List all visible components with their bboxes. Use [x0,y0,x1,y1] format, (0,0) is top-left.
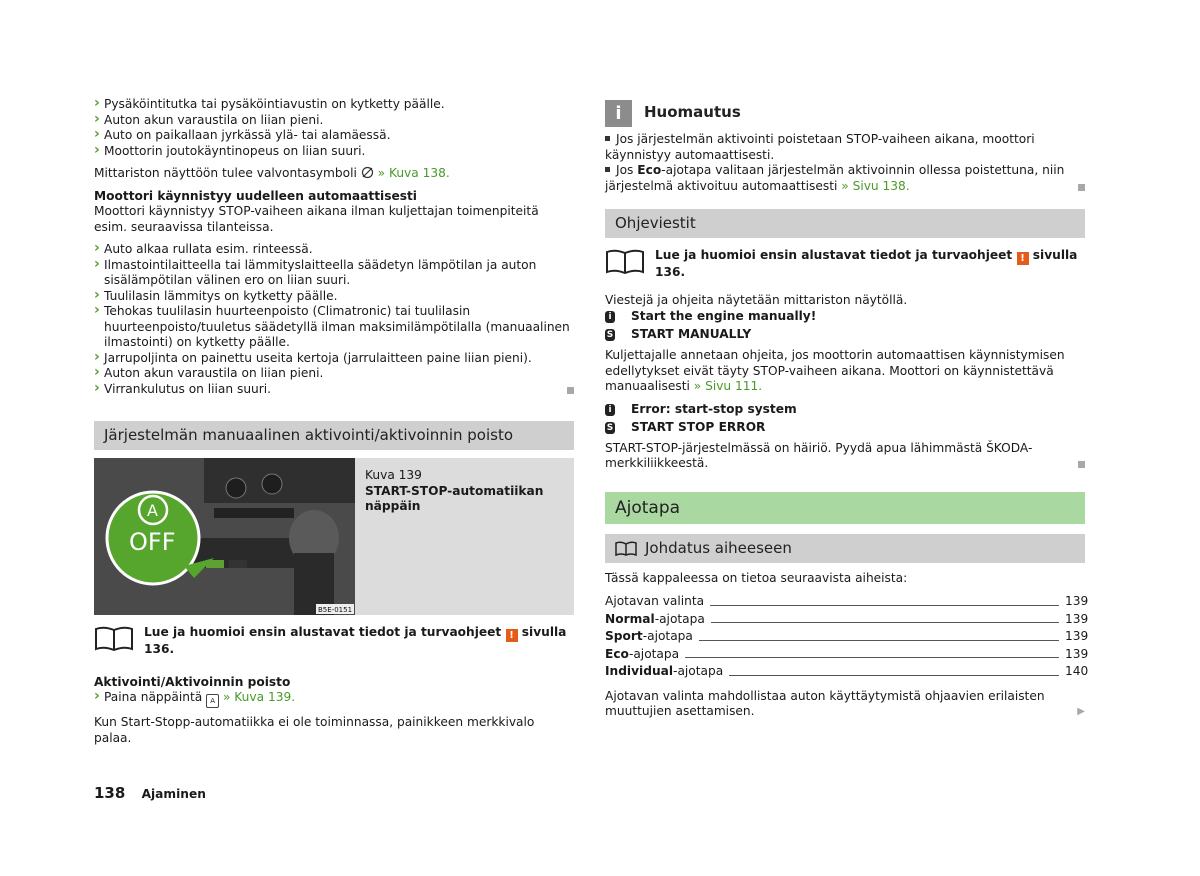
list-item: › Tuulilasin lämmitys on kytketty päälle. [94,289,574,305]
activation-text: Kun Start-Stopp-automatiikka ei ole toiminnassa, painikkeen merkkivalo palaa. [94,715,535,745]
figure-caption-text: START-STOP-automatiikan näppäin [365,483,544,513]
page-number: 138 [94,784,126,802]
book-icon [94,625,134,651]
console-photo [94,458,355,615]
section-end-marker [1078,184,1085,191]
message-row [605,326,1085,344]
start-stop-button-icon: A [206,694,219,708]
toc-page: 139 [1065,629,1089,643]
figure-reference-link[interactable]: » Kuva 138. [377,166,450,180]
message-text: START MANUALLY [631,327,752,342]
toc-list [605,592,1089,680]
toc-intro: Tässä kappaleessa on tietoa seuraavista aiheista: [605,570,908,585]
message-row [605,308,1085,326]
section-heading: Ohjeviestit [605,209,1085,238]
warning-text: Lue ja huomioi ensin alustavat tiedot ja turvaohjeet [144,625,502,639]
figure-reference-link[interactable]: » Kuva 139. [222,690,296,704]
toc-label: -ajotapa [642,629,693,643]
section-end-marker [567,387,574,394]
toc-row[interactable] [605,627,1089,645]
activation-list [94,690,574,708]
note-item-bold: Eco [637,163,662,177]
list-item: › Jarrupoljinta on painettu useita kertoja (jarrulaitteen paine liian pieni). [94,351,574,367]
list-item-text: Virrankulutus on liian suuri. [104,381,272,396]
toc-label: Ajotavan valinta [605,594,705,608]
monitor-paragraph [94,166,574,182]
section-heading [605,534,1085,563]
message-text: Start the engine manually! [631,309,817,324]
activation-step: Paina näppäintä [104,690,203,704]
toc-page: 139 [1065,594,1089,608]
page-reference-link[interactable]: » Sivu 111. [693,379,763,393]
book-icon [615,541,637,556]
message-explanation-text: Kuljettajalle annetaan ohjeita, jos moottorin automaattisen käynnistymisen edellytykset eivät täyty STOP-vaiheen aikana. Moottori on käynnistettävä manuaalisesti [605,348,1065,393]
closing-paragraph [605,689,1085,720]
warning-text: Lue ja huomioi ensin alustavat tiedot ja turvaohjeet [655,248,1013,262]
toc-label-bold: Sport [605,629,643,643]
list-item: › Auto on paikallaan jyrkässä ylä- tai alamäessä. [94,128,574,144]
toc-label-bold: Normal [605,611,655,626]
stop-symbol-icon [361,166,374,179]
figure-caption [355,458,565,615]
list-item: › Moottorin joutokäyntinopeus on liian suuri. [94,144,574,160]
note-item-text: Jos järjestelmän aktivointi poistetaan STOP-vaiheen aikana, moottori käynnistyy automaattisesti. [605,132,1035,162]
section-heading: Järjestelmän manuaalinen aktivointi/aktivoinnin poisto [94,421,574,450]
chapter-heading: Ajotapa [605,492,1085,524]
list-item [94,690,574,708]
toc-leader [729,675,1059,676]
list-item: › Tehokas tuulilasin huurteenpoisto (Climatronic) tai tuulilasin huurteenpoisto/tuuletus säädetyllä ilman maksimilämpötilalla (manuaalinen ilmastointi) on kytketty päälle. [94,304,574,351]
info-message-icon: i [605,311,615,323]
note-header [605,99,1085,127]
segment-message-icon: S [606,422,614,433]
list-item: › Auton akun varaustila on liian pieni. [94,113,574,129]
restart-text: Moottori käynnistyy STOP-vaiheen aikana ilman kuljettajan toimenpiteitä esim. seuraavissa tilanteissa. [94,204,539,234]
console-illustration [94,458,355,615]
toc-label-bold: Eco [605,646,629,661]
message-explanation-text: START-STOP-järjestelmässä on häiriö. Pyydä apua lähimmästä ŠKODA-merkkiliikkeestä. [605,440,1033,470]
toc-leader [699,640,1059,641]
warning-page-ref[interactable]: sivulla 136. [144,625,567,656]
list-item: › Pysäköintitutka tai pysäköintiavustin on kytketty päälle. [94,97,574,113]
restart-heading: Moottori käynnistyy uudelleen automaattisesti [94,188,417,203]
warning-icon: ! [1017,252,1029,265]
section-title: Johdatus aiheeseen [645,538,792,557]
chapter-name: Ajaminen [141,787,206,801]
list-item [94,382,574,398]
activation-heading: Aktivointi/Aktivoinnin poisto [94,674,291,689]
toc-leader [710,605,1059,606]
page-reference-link[interactable]: » Sivu 138. [841,178,910,193]
list-item: › Auton akun varaustila on liian pieni. [94,366,574,382]
message-explanation [605,441,1085,472]
figure-139 [94,458,574,615]
toc-page: 139 [1065,611,1089,626]
toc-row[interactable] [605,662,1089,680]
message-text: Error: start-stop system [631,401,797,416]
restart-conditions-list [94,242,574,397]
message-row [605,401,1085,419]
monitor-text: Mittariston näyttöön tulee valvontasymboli [94,166,357,180]
note-item-text: Jos [616,163,634,177]
toc-leader [711,622,1059,623]
message-row [605,419,1085,437]
left-column [94,97,574,746]
book-icon [605,248,645,274]
toc-leader [685,657,1059,658]
auto-start-stop-icon: A [147,501,158,520]
safety-warning [94,625,574,658]
toc-label: -ajotapa [628,646,680,661]
right-column [605,97,1089,720]
conditions-list [94,97,574,159]
toc-page: 140 [1065,664,1089,678]
note-item [605,132,1085,163]
segment-message-icon: S [606,330,614,340]
warning-page-ref[interactable]: sivulla 136. [655,248,1078,279]
toc-label: -ajotapa [654,611,705,626]
info-icon: i [605,100,632,127]
image-code: B5E-0151 [318,606,353,614]
info-message-icon: i [605,404,615,416]
square-bullet-icon [605,136,610,141]
figure-label: Kuva 139 [365,468,422,482]
square-bullet-icon [605,167,610,172]
messages-intro: Viestejä ja ohjeita näytetään mittariston näytöllä. [605,292,908,307]
section-end-marker [1078,461,1085,468]
warning-icon: ! [506,629,518,642]
note-item-text: -ajotapa valitaan järjestelmän aktivoinnin ollessa poistettuna, niin järjestelmä aktivoituu automaattisesti [605,163,1065,193]
toc-row[interactable] [605,610,1089,628]
message-explanation [605,348,1085,395]
toc-page: 139 [1065,646,1089,661]
toc-row[interactable] [605,645,1089,663]
toc-label-bold: Individual [605,664,674,678]
continue-arrow-icon: ▶ [1077,706,1085,717]
list-item: › Ilmastointilaitteella tai lämmityslaitteella säädetyn lämpötilan ja auton sisälämpötilan välinen ero on liian suuri. [94,258,574,289]
list-item: › Auto alkaa rullata esim. rinteessä. [94,242,574,258]
safety-warning [605,248,1085,281]
note-item [605,163,1085,194]
note-title: Huomautus [644,103,741,122]
off-badge-text: OFF [129,528,176,556]
toc-label: -ajotapa [673,664,724,678]
message-text: START STOP ERROR [631,419,766,434]
page-footer [94,786,206,803]
closing-text: Ajotavan valinta mahdollistaa auton käyttäytymistä ohjaavien erilaisten muuttujien asettamisen. [605,688,1045,718]
toc-row[interactable] [605,592,1089,610]
